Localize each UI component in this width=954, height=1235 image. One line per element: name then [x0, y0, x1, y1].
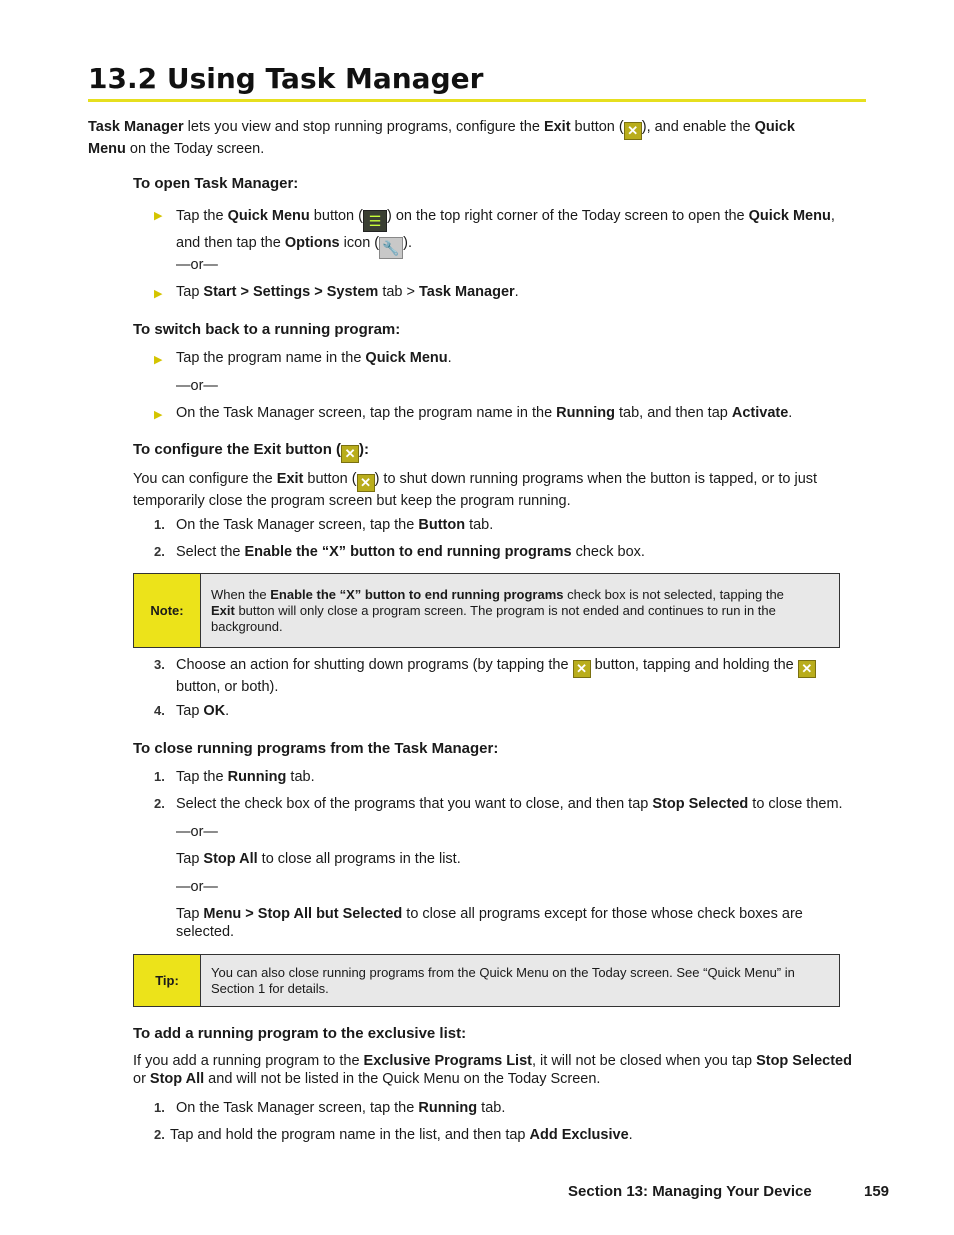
configure-step-4: Tap OK.: [176, 703, 230, 719]
switch-step-1: Tap the program name in the Quick Menu.: [176, 350, 452, 366]
step-number: 1.: [154, 517, 165, 532]
or-separator: —or—: [176, 824, 218, 840]
close-step-2: Select the check box of the programs that you want to close, and then tap Stop Selected to close them.: [176, 796, 843, 812]
configure-step-3: Choose an action for shutting down programs (by tapping the ✕ button, tapping and holding the ✕ button, or both).: [176, 656, 866, 696]
configure-step-2: Select the Enable the “X” button to end running programs check box.: [176, 544, 645, 560]
exclusive-step-2: Tap and hold the program name in the list, and then tap Add Exclusive.: [170, 1127, 633, 1143]
note-box: [133, 573, 840, 648]
title-underline: [88, 99, 866, 102]
exit-x-icon: ✕: [341, 445, 359, 463]
configure-paragraph: You can configure the Exit button ( ✕ ) to shut down running programs when the button is tapped, or to just temporarily close the program screen but keep the program running.: [133, 471, 818, 509]
bullet-icon: ▶: [154, 409, 163, 421]
close-step-1: Tap the Running tab.: [176, 769, 315, 785]
configure-step-1: On the Task Manager screen, tap the Button tab.: [176, 517, 494, 533]
step-number: 3.: [154, 657, 165, 672]
bullet-icon: ▶: [154, 210, 163, 222]
heading-switch-back: To switch back to a running program:: [133, 321, 401, 338]
step-number: 2.: [154, 796, 165, 811]
heading-close-programs: To close running programs from the Task Manager:: [133, 740, 499, 757]
intro-paragraph: Task Manager lets you view and stop running programs, configure the Exit button ( ✕ ), and enable the Quick Menu on the Today screen.: [88, 119, 795, 157]
or-separator: —or—: [176, 257, 218, 273]
switch-step-2: On the Task Manager screen, tap the program name in the Running tab, and then tap Activate.: [176, 405, 793, 421]
step-number: 2.: [154, 1127, 165, 1142]
step-number: 2.: [154, 544, 165, 559]
or-separator: —or—: [176, 378, 218, 394]
bullet-icon: ▶: [154, 354, 163, 366]
tip-box: [133, 954, 840, 1007]
step-number: 4.: [154, 703, 165, 718]
step-number: 1.: [154, 1100, 165, 1115]
bullet-icon: ▶: [154, 288, 163, 300]
note-label: Note:: [134, 574, 201, 647]
exit-x-icon: ✕: [624, 122, 642, 140]
open-step-1: Tap the Quick Menu button ( ☰ ) on the top right corner of the Today screen to open the Quick Menu, and then tap the Options icon ( 🔧 ).: [176, 205, 876, 259]
tip-text: You can also close running programs from the Quick Menu on the Today screen. See “Quick Menu” in Section 1 for details.: [211, 965, 795, 996]
page-number: 159: [864, 1183, 890, 1200]
close-alt-1: Tap Stop All to close all programs in the list.: [176, 851, 461, 867]
footer-section: Section 13: Managing Your Device: [568, 1183, 812, 1200]
exit-x-icon: ✕: [573, 660, 591, 678]
heading-open-task-manager: To open Task Manager:: [133, 175, 299, 192]
heading-exclusive-list: To add a running program to the exclusive list:: [133, 1025, 467, 1042]
step-number: 1.: [154, 769, 165, 784]
note-text: When the Enable the “X” button to end running programs check box is not selected, tapping the Exit button will only close a program screen. The program is not ended and continues to run in the background.: [211, 587, 784, 634]
close-alt-2: Tap Menu > Stop All but Selected to close all programs except for those whose check boxes are selected.: [176, 906, 803, 940]
options-wrench-icon: 🔧: [379, 237, 403, 259]
exit-x-icon: ✕: [357, 474, 375, 492]
tip-label: Tip:: [134, 955, 201, 1006]
page-title: 13.2 Using Task Manager: [88, 62, 484, 95]
heading-configure-exit: To configure the Exit button ( ✕ ):: [133, 441, 370, 461]
quick-menu-icon: ☰: [363, 210, 387, 232]
open-step-2: Tap Start > Settings > System tab > Task Manager.: [176, 284, 519, 300]
exclusive-paragraph: If you add a running program to the Exclusive Programs List, it will not be closed when you tap Stop Selected or Stop All and will not be listed in the Quick Menu on the Today Screen.: [133, 1053, 852, 1087]
exit-x-icon: ✕: [798, 660, 816, 678]
exclusive-step-1: On the Task Manager screen, tap the Running tab.: [176, 1100, 506, 1116]
or-separator: —or—: [176, 879, 218, 895]
